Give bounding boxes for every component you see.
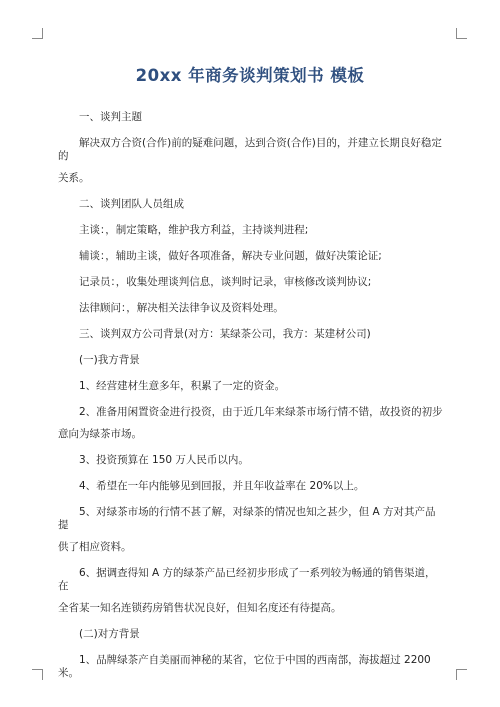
- paragraph-line: 2、准备用闲置资金进行投资，由于近几年来绿茶市场行情不错，故投资的初步: [79, 406, 443, 418]
- paragraph-line-continued: 关系。: [58, 172, 90, 184]
- team-member-assistant: 辅谈：，辅助主谈，做好各项准备，解决专业问题，做好决策论证;: [79, 250, 382, 262]
- team-member-recorder: 记录员：，收集处理谈判信息，谈判时记录，审核修改谈判协议;: [79, 276, 372, 288]
- list-item: 3、投资预算在 150 万人民币以内。: [79, 454, 249, 466]
- document-body: [58, 111, 446, 693]
- list-item: 1、品牌绿茶产自美丽而神秘的某省，它位于中国的西南部，海拔超过 2200 米。: [58, 654, 431, 679]
- paragraph-line: 解决双方合资(合作)前的疑难问题，达到合资(合作)目的，并建立长期良好稳定的: [58, 137, 442, 162]
- section-heading-background: 三、谈判双方公司背景(对方：某绿茶公司，我方：某建材公司): [79, 328, 371, 340]
- paragraph-line: 5、对绿茶市场的行情不甚了解，对绿茶的情况也知之甚少，但 A 方对其产品提: [58, 506, 436, 531]
- paragraph-line-continued: 意向为绿茶市场。: [58, 428, 142, 440]
- crop-mark-top-right: [456, 28, 467, 39]
- crop-mark-bottom-left: [32, 669, 43, 680]
- list-item: [58, 567, 446, 615]
- section-heading-topic: 一、谈判主题: [79, 111, 142, 123]
- list-item: [58, 506, 446, 554]
- paragraph-line-continued: 供了相应资料。: [58, 541, 132, 553]
- paragraph-line: 6、据调查得知 A 方的绿茶产品已经初步形成了一系列较为畅通的销售渠道，在: [58, 567, 436, 592]
- team-member-legal: 法律顾问：，解决相关法律争议及资料处理。: [79, 302, 284, 314]
- paragraph-topic: [58, 137, 446, 185]
- crop-mark-top-left: [32, 28, 43, 39]
- list-item: 1、经营建材生意多年，积累了一定的资金。: [79, 380, 286, 392]
- crop-mark-bottom-right: [456, 669, 467, 680]
- list-item: 4、希望在一年内能够见到回报，并且年收益率在 20%以上。: [79, 480, 365, 492]
- paragraph-line-continued: 全省某一知名连锁药房销售状况良好，但知名度还有待提高。: [58, 602, 342, 614]
- document-title: 20xx 年商务谈判策划书 模板: [135, 66, 365, 85]
- section-heading-team: 二、谈判团队人员组成: [79, 198, 184, 210]
- subsection-heading-other-side: (二)对方背景: [79, 628, 140, 640]
- list-item: [58, 406, 446, 441]
- team-member-lead: 主谈：，制定策略，维护我方利益，主持谈判进程;: [79, 224, 309, 236]
- subsection-heading-our-side: (一)我方背景: [79, 354, 140, 366]
